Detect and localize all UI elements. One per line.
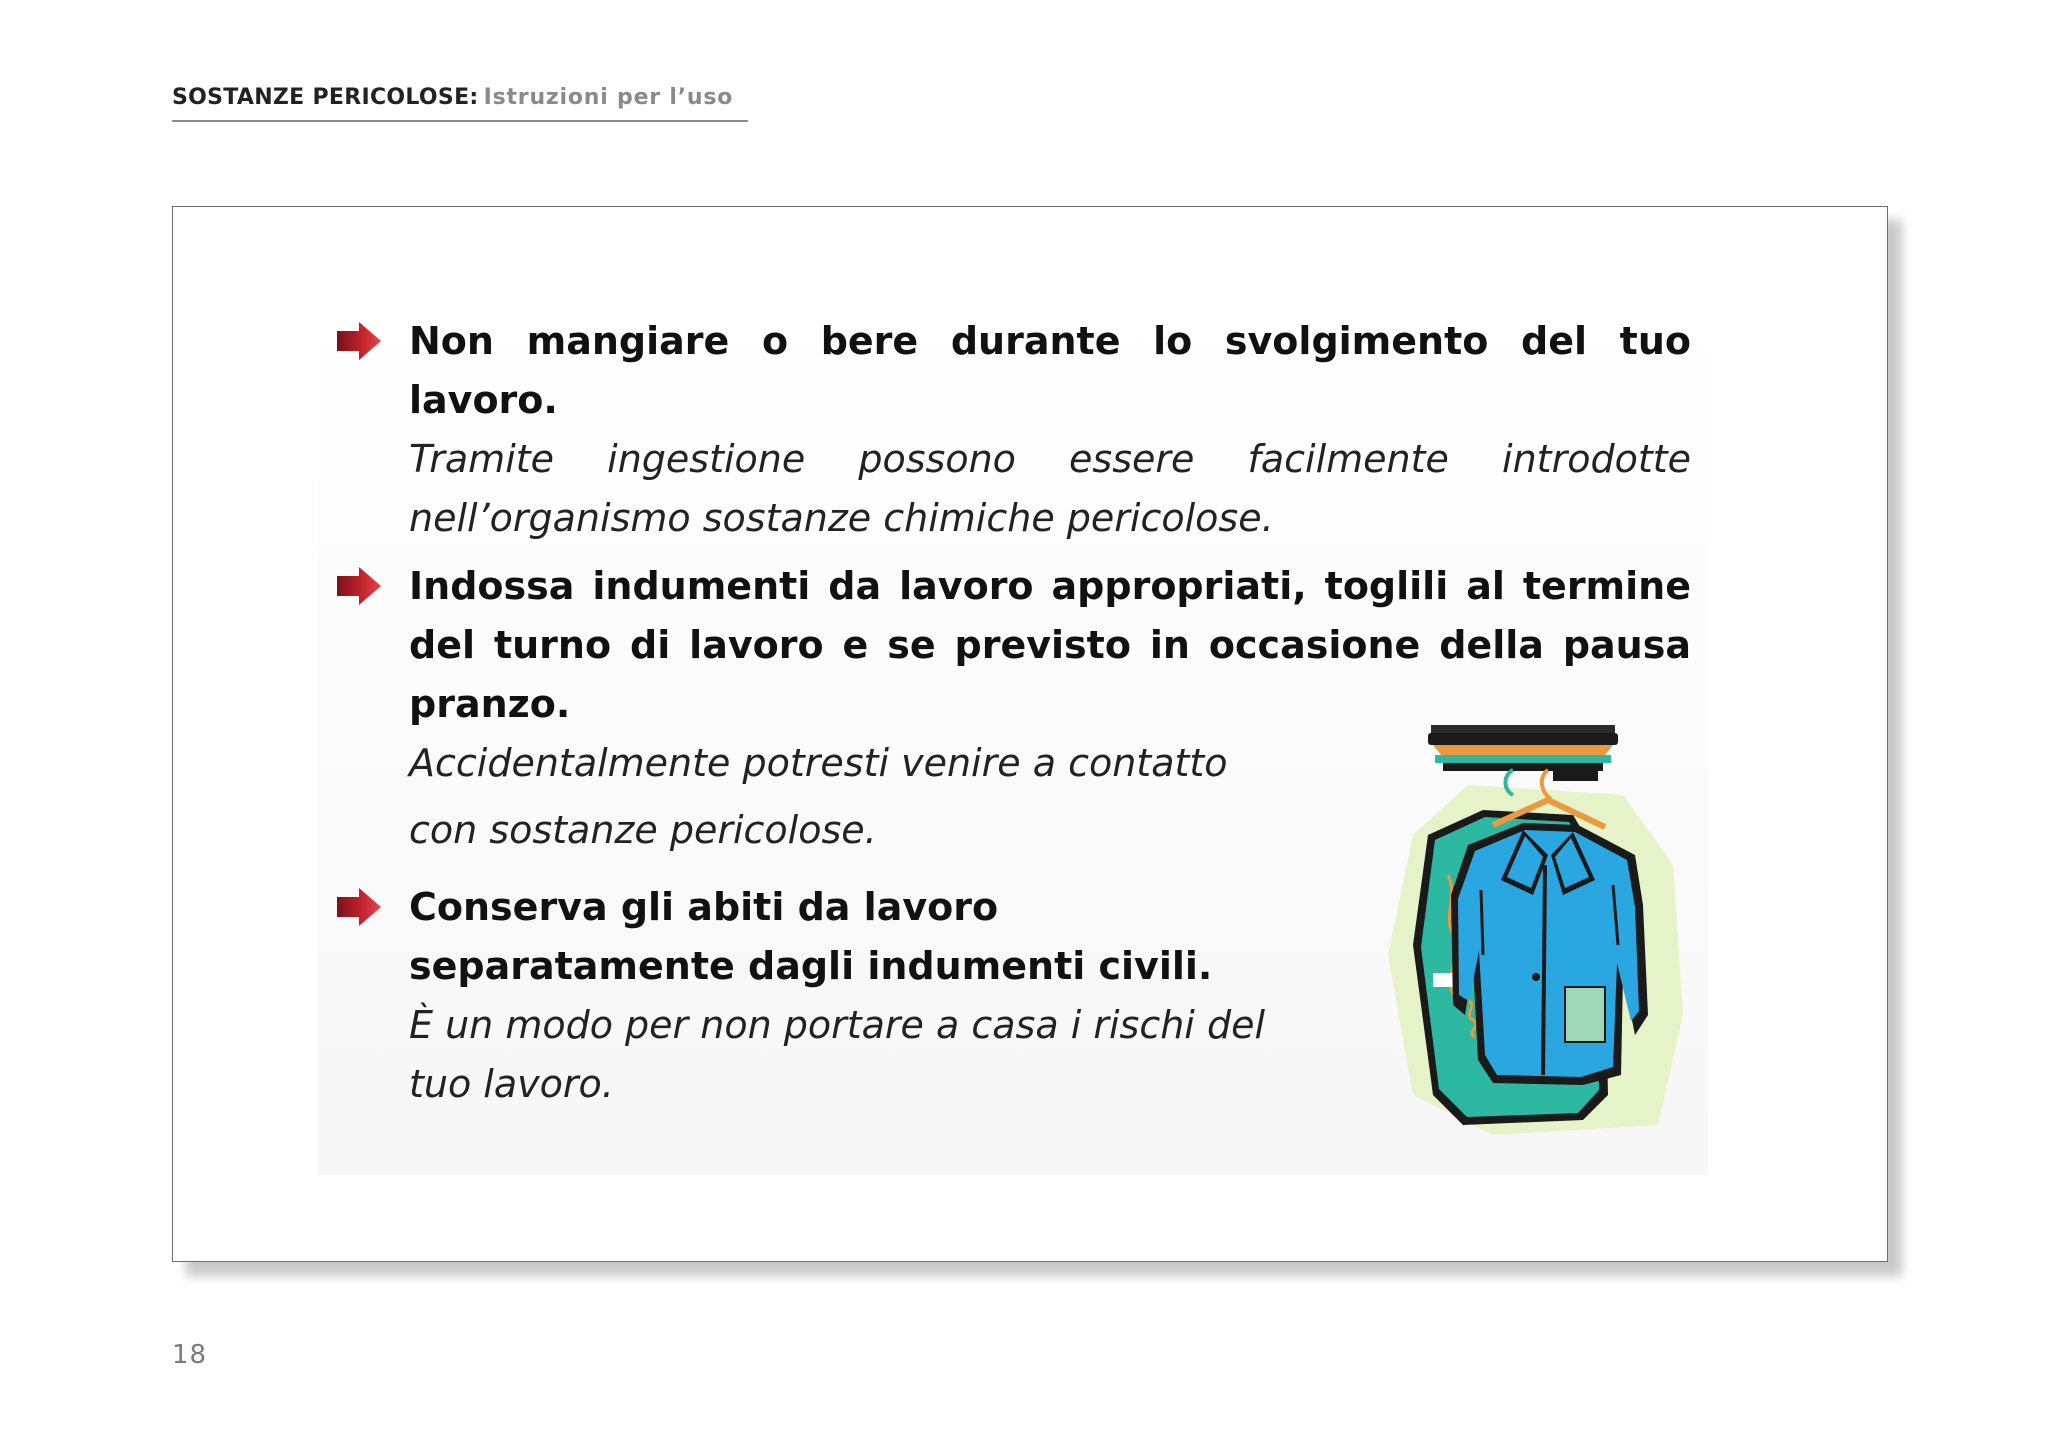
red-arrow-icon: [337, 322, 381, 360]
slide-card: [172, 206, 1888, 1262]
red-arrow-icon: [337, 888, 381, 926]
bullet-title-3: Conserva gli abiti da lavoro separatamente dagli indumenti civili.: [409, 885, 1213, 988]
bullet-title-2: Indossa indumenti da lavoro appropriati, toglili al termine del turno di lavoro e se previsto in occasione della pausa pranzo.: [409, 564, 1691, 726]
clothes-on-hanger-icon: [1373, 715, 1693, 1145]
bullet-description-2-line-1: Accidentalmente potresti venire a contatto: [409, 741, 1228, 785]
header-title-light: Istruzioni per l’uso: [483, 85, 734, 110]
bullet-description-2-line-2: con sostanze pericolose.: [409, 808, 877, 852]
page-number: 18: [172, 1340, 208, 1370]
red-arrow-icon: [337, 567, 381, 605]
bullet-title-1: Non mangiare o bere durante lo svolgimento del tuo lavoro.: [409, 319, 1691, 422]
page-header: [172, 82, 748, 122]
bullet-text-1: [409, 312, 1691, 548]
bullet-description-1: Tramite ingestione possono essere facilmente introdotte nell’organismo sostanze chimiche pericolose.: [409, 437, 1691, 540]
header-title-bold: SOSTANZE PERICOLOSE:: [172, 85, 479, 110]
bullet-text-3: [409, 878, 1279, 1114]
bullet-description-3: È un modo per non portare a casa i rischi del tuo lavoro.: [409, 1003, 1266, 1106]
